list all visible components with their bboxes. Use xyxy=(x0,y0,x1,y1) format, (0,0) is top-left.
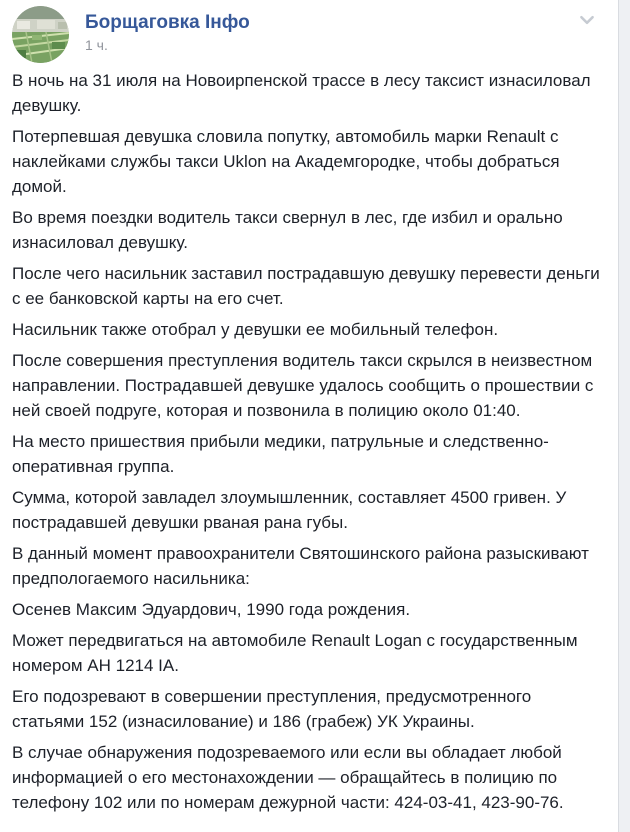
post-paragraph: Насильник также отобрал у девушки ее мобильный телефон. xyxy=(12,320,499,339)
post-paragraph: Во время поездки водитель такси свернул в лес, где избил и орально изнасиловал девушку. xyxy=(12,208,563,252)
post-paragraph: В ночь на 31 июля на Новоирпенской трассе в лесу таксист изнасиловал девушку. xyxy=(12,71,591,115)
post-timestamp[interactable]: 1 ч. xyxy=(85,37,108,53)
post-content xyxy=(0,63,618,815)
avatar-aerial-photo xyxy=(12,6,69,63)
post-paragraph: Потерпевшая девушка словила попутку, автомобиль марки Renault с наклейками службы такси Uklon на Академгородке, чтобы добраться домой. xyxy=(12,127,560,196)
post-paragraph: После чего насильник заставил пострадавшую девушку перевести деньги с ее банковской карты на его счет. xyxy=(12,264,600,308)
post-paragraph: На место пришествия прибыли медики, патрульные и следственно-оперативная группа. xyxy=(12,432,549,476)
author-block xyxy=(85,6,250,54)
right-gutter xyxy=(618,0,630,832)
post-paragraph: Его подозревают в совершении преступления, предусмотренного статьями 152 (изнасилование) и 186 (грабеж) УК Украины. xyxy=(12,687,532,731)
avatar[interactable] xyxy=(12,6,69,63)
post-paragraph: В данный момент правоохранители Святошинского района разыскивают предпологаемого насильника: xyxy=(12,544,589,588)
post-paragraph: Осенев Максим Эдуардович, 1990 года рождения. xyxy=(12,600,411,619)
post-paragraph: В случае обнаружения подозреваемого или если вы обладает любой информацией о его местонахождении — обращайтесь в полицию по телефону 102 или по номерам дежурной части: 424-03-41, 423-90-76. xyxy=(12,743,564,812)
post-paragraph: Сумма, которой завладел злоумышленник, составляет 4500 гривен. У пострадавшей девушки рваная рана губы. xyxy=(12,488,567,532)
post-options-button[interactable] xyxy=(576,10,598,30)
author-link[interactable]: Борщаговка Інфо xyxy=(85,12,250,33)
post-header xyxy=(0,0,618,63)
post-paragraph: После совершения преступления водитель такси скрылся в неизвестном направлении. Пострадавшей девушке удалось сообщить о прошествии с ней своей подруге, которая и позвонила в полицию около 01:40. xyxy=(12,351,594,420)
chevron-down-icon xyxy=(578,11,596,29)
post-paragraph: Может передвигаться на автомобиле Renault Logan с государственным номером АН 1214 ІА. xyxy=(12,631,578,675)
